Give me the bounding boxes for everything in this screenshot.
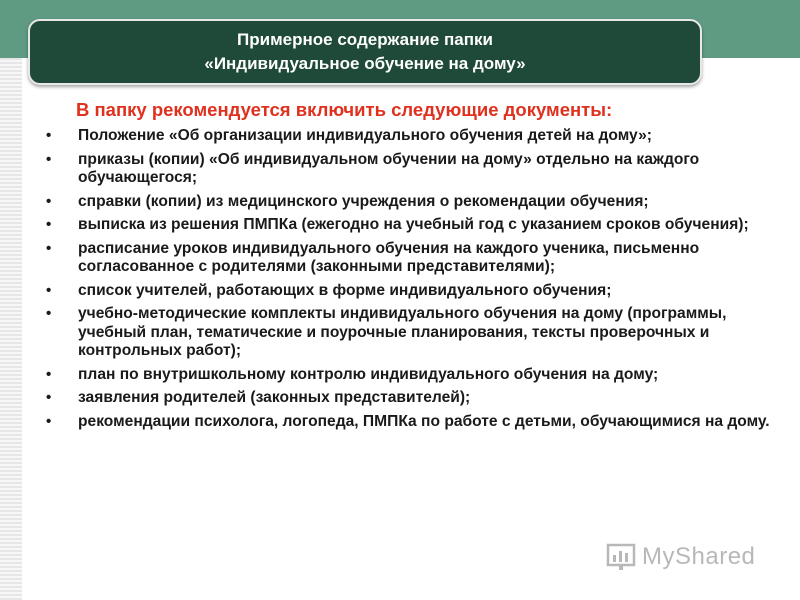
list-item-text: Положение «Об организации индивидуального обучения детей на дому»; xyxy=(78,127,652,144)
list-item xyxy=(40,240,780,277)
bullet: • xyxy=(46,305,52,322)
title-line-2: «Индивидуальное обучение на дому» xyxy=(204,54,526,73)
bullet: • xyxy=(46,412,52,430)
title-line-1: Примерное содержание папки xyxy=(237,30,493,49)
left-stripe xyxy=(0,58,22,600)
list-item xyxy=(40,366,780,385)
bullet: • xyxy=(46,239,52,257)
list-item xyxy=(40,305,780,361)
list-item xyxy=(40,216,780,235)
list-item-text: план по внутришкольному контролю индивидуального обучения на дому; xyxy=(78,365,659,383)
list-item-text: список учителей, работающих в форме индивидуального обучения; xyxy=(78,281,612,299)
list-item xyxy=(40,127,780,146)
bullet: • xyxy=(46,192,52,210)
bullet: • xyxy=(46,216,52,233)
list-item-text: заявления родителей (законных представителей); xyxy=(78,389,471,406)
list-item-text: выписка из решения ПМПКа (ежегодно на учебный год с указанием сроков обучения); xyxy=(78,216,749,233)
list-item-text: справки (копии) из медицинского учреждения о рекомендации обучения; xyxy=(78,192,649,210)
list-item-text: приказы (копии) «Об индивидуальном обучении на дому» отдельно на каждого обучающегося; xyxy=(78,150,700,186)
bullet: • xyxy=(46,281,52,299)
bullet: • xyxy=(46,389,52,406)
list-item xyxy=(40,413,780,432)
list-item xyxy=(40,193,780,212)
watermark-text: MyShared xyxy=(642,543,756,570)
list-item xyxy=(40,389,780,408)
list-item xyxy=(40,151,780,188)
slide-title xyxy=(28,19,702,85)
document-list xyxy=(40,127,780,436)
bullet: • xyxy=(46,365,52,383)
list-item-text: рекомендации психолога, логопеда, ПМПКа по работе с детьми, обучающимися на дому. xyxy=(78,412,770,430)
chart-bars-icon xyxy=(606,542,636,572)
list-item-text: учебно-методические комплекты индивидуального обучения на дому (программы, учебный план, тематические и поурочные планирования, тексты проверочных и контрольных работ); xyxy=(78,305,727,359)
list-item-text: расписание уроков индивидуального обучения на каждого ученика, письменно согласованное с родителями (законными представителями); xyxy=(78,239,700,275)
bullet: • xyxy=(46,127,52,144)
bullet: • xyxy=(46,150,52,168)
list-item xyxy=(40,282,780,301)
subtitle: В папку рекомендуется включить следующие документы: xyxy=(76,99,613,120)
watermark-logo xyxy=(606,540,766,574)
